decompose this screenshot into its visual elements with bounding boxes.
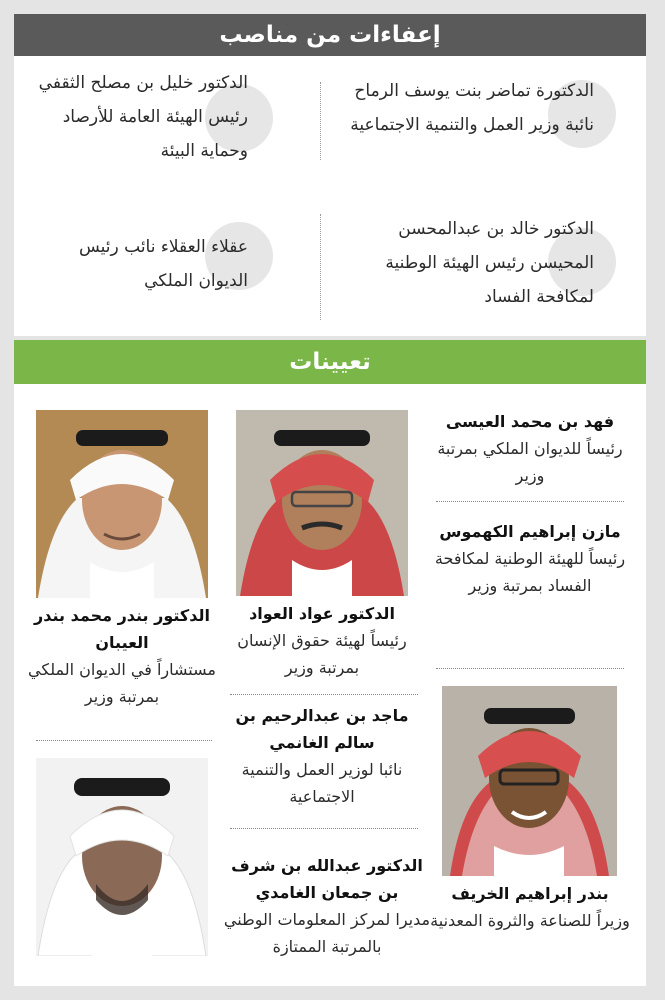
resignation-item: الدكتورة تماضر بنت يوسف الرماح نائبة وزير العمل والتنمية الاجتماعية: [350, 81, 594, 135]
appointment-bandar-aleiban: [22, 602, 222, 710]
person-name: مازن إبراهيم الكهموس: [439, 522, 621, 541]
person-role: رئيساً لهيئة حقوق الإنسان بمرتبة وزير: [237, 631, 407, 677]
person-name: ماجد بن عبدالرحيم بن سالم الغانمي: [235, 706, 409, 752]
portrait-awwad-alawwad: [236, 410, 408, 596]
portrait-bandar-aleiban: [36, 410, 208, 598]
separator: [436, 668, 624, 669]
column-divider: [320, 214, 321, 320]
separator: [230, 694, 418, 695]
separator: [36, 740, 212, 741]
person-role: مستشاراً في الديوان الملكي بمرتبة وزير: [28, 660, 216, 706]
appointment-awwad: [222, 600, 422, 681]
person-role: رئيساً للديوان الملكي بمرتبة وزير: [437, 439, 623, 485]
appointment-mazen: [430, 518, 630, 599]
appointment-fahd: [430, 408, 630, 489]
person-name: الدكتور بندر محمد بندر العيبان: [34, 606, 210, 652]
person-name: بندر إبراهيم الخريف: [451, 884, 609, 903]
portrait-bandar-alkhorayef: [442, 686, 617, 876]
appointments-heading: تعيينات: [14, 340, 646, 384]
person-role: نائبا لوزير العمل والتنمية الاجتماعية: [241, 760, 403, 806]
person-name: فهد بن محمد العيسى: [445, 412, 615, 431]
appointment-majed: [222, 702, 422, 810]
separator: [230, 828, 418, 829]
person-name: الدكتور عواد العواد: [249, 604, 395, 623]
column-divider: [320, 82, 321, 160]
resignation-item: الدكتور خليل بن مصلح الثقفي رئيس الهيئة العامة للأرصاد وحماية البيئة: [38, 73, 248, 161]
resignation-item: الدكتور خالد بن عبدالمحسن المحيسن رئيس الهيئة الوطنية لمكافحة الفساد: [385, 219, 594, 307]
appointment-bandar-alkhorayef: [430, 880, 630, 934]
person-role: رئيساً للهيئة الوطنية لمكافحة الفساد بمرتبة وزير: [434, 549, 626, 595]
resignations-heading: إعفاءات من مناصب: [14, 14, 646, 56]
appointment-abdullah: [222, 852, 432, 960]
person-role: وزيراً للصناعة والثروة المعدنية: [430, 911, 630, 930]
resignation-item: عقلاء العقلاء نائب رئيس الديوان الملكي: [78, 237, 248, 291]
portrait-abdullah-alghamdi: [36, 758, 208, 956]
separator: [436, 501, 624, 502]
person-role: مديرا لمركز المعلومات الوطني بالمرتبة الممتازة: [223, 910, 431, 956]
person-name: الدكتور عبدالله بن شرف بن جمعان الغامدي: [231, 856, 423, 902]
